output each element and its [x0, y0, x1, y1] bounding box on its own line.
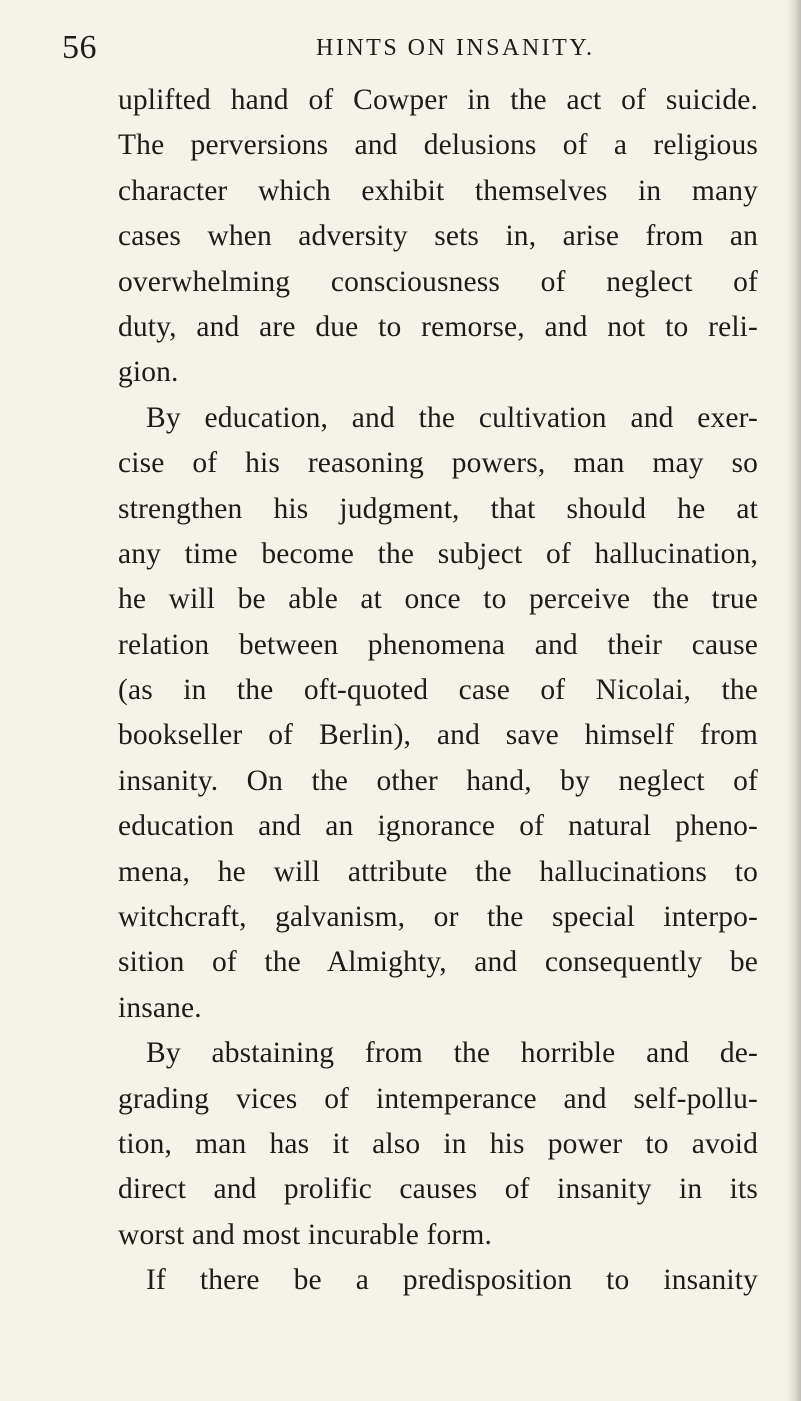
running-title: HINTS ON INSANITY. [316, 35, 595, 61]
body-text [118, 78, 758, 1304]
text-line: duty, and are due to remorse, and not to reli- [118, 310, 758, 343]
text-line: sition of the Almighty, and consequently be [118, 946, 758, 979]
page-edge-shadow [787, 0, 801, 1401]
running-head [62, 28, 702, 68]
page-number: 56 [62, 29, 97, 66]
text-line: character which exhibit themselves in many [118, 174, 758, 207]
text-line: By abstaining from the horrible and de- [146, 1037, 758, 1070]
text-line: direct and prolific causes of insanity in its [118, 1173, 758, 1206]
text-line: insanity. On the other hand, by neglect of [118, 764, 758, 797]
text-line: any time become the subject of hallucination, [118, 537, 758, 570]
text-line: worst and most incurable form. [118, 1218, 492, 1251]
text-line: uplifted hand of Cowper in the act of suicide. [118, 84, 758, 116]
text-line: education and an ignorance of natural pheno- [118, 810, 758, 843]
text-line: insane. [118, 991, 202, 1024]
text-line: tion, man has it also in his power to avoid [118, 1127, 758, 1160]
text-line: witchcraft, galvanism, or the special interpo- [118, 901, 758, 934]
text-line: he will be able at once to perceive the true [118, 583, 758, 616]
text-line: bookseller of Berlin), and save himself from [118, 719, 758, 752]
text-line: cases when adversity sets in, arise from an [118, 220, 758, 253]
text-line: The perversions and delusions of a religious [118, 129, 758, 162]
text-line: relation between phenomena and their cause [118, 628, 758, 661]
text-line: grading vices of intemperance and self-pollu- [118, 1082, 758, 1115]
text-line: cise of his reasoning powers, man may so [118, 447, 758, 480]
text-line: overwhelming consciousness of neglect of [118, 265, 758, 298]
text-line: If there be a predisposition to insanity [146, 1264, 758, 1297]
text-line: gion. [118, 356, 179, 389]
text-line: (as in the oft-quoted case of Nicolai, the [118, 674, 758, 707]
text-line: strengthen his judgment, that should he at [118, 492, 758, 525]
text-line: By education, and the cultivation and exer- [146, 401, 758, 434]
text-line: mena, he will attribute the hallucinations to [118, 855, 758, 888]
